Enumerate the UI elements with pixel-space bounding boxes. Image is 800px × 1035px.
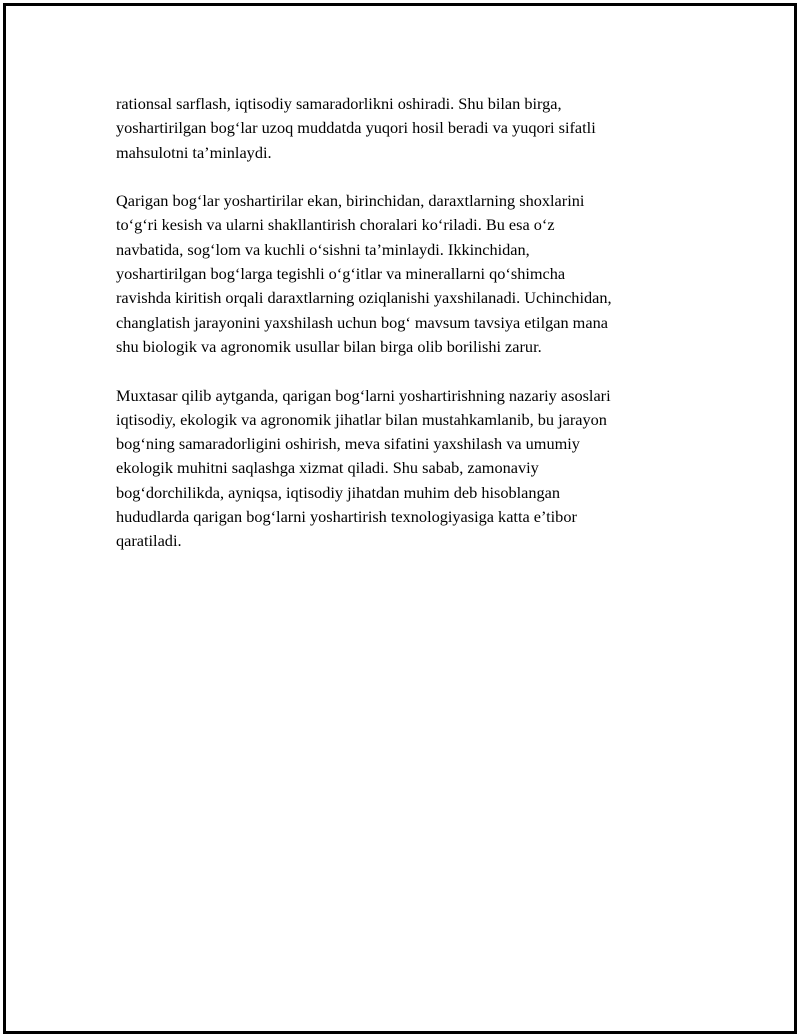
paragraph-spacer	[116, 165, 696, 189]
paragraph-spacer	[116, 359, 696, 383]
text-line: Qarigan bog‘lar yoshartirilar ekan, birinchidan, daraxtlarning shoxlarini	[116, 191, 585, 211]
text-line: to‘g‘ri kesish va ularni shakllantirish choralari ko‘riladi. Bu esa o‘z	[116, 215, 555, 235]
text-line: changlatish jarayonini yaxshilash uchun bog‘ mavsum tavsiya etilgan mana	[116, 312, 608, 332]
text-line: hududlarda qarigan bog‘larni yoshartirish texnologiyasiga katta e’tibor	[116, 507, 577, 527]
text-line: navbatida, sog‘lom va kuchli o‘sishni ta’minlaydi. Ikkinchidan,	[116, 239, 530, 259]
paragraph	[116, 189, 696, 359]
text-line: yoshartirilgan bog‘lar uzoq muddatda yuqori hosil beradi va yuqori sifatli	[116, 118, 596, 138]
text-line: rationsal sarflash, iqtisodiy samaradorlikni oshiradi. Shu bilan birga,	[116, 94, 562, 113]
paragraph	[116, 92, 696, 165]
document-body	[116, 92, 696, 554]
paragraph	[116, 384, 696, 554]
text-line: yoshartirilgan bog‘larga tegishli o‘g‘itlar va minerallarni qo‘shimcha	[116, 264, 566, 284]
text-line: ekologik muhitni saqlashga xizmat qiladi. Shu sabab, zamonaviy	[116, 458, 539, 478]
text-line: mahsulotni ta’minlaydi.	[116, 142, 272, 162]
text-line: qaratiladi.	[116, 531, 182, 551]
text-line: ravishda kiritish orqali daraxtlarning oziqlanishi yaxshilanadi. Uchinchidan,	[116, 288, 612, 308]
text-line: bog‘ning samaradorligini oshirish, meva sifatini yaxshilash va umumiy	[116, 434, 580, 454]
text-line: shu biologik va agronomik usullar bilan birga olib borilishi zarur.	[116, 336, 542, 356]
text-line: Muxtasar qilib aytganda, qarigan bog‘larni yoshartirishning nazariy asoslari	[116, 385, 611, 405]
text-line: iqtisodiy, ekologik va agronomik jihatlar bilan mustahkamlanib, bu jarayon	[116, 409, 607, 429]
text-line: bog‘dorchilikda, ayniqsa, iqtisodiy jihatdan muhim deb hisoblangan	[116, 482, 561, 502]
